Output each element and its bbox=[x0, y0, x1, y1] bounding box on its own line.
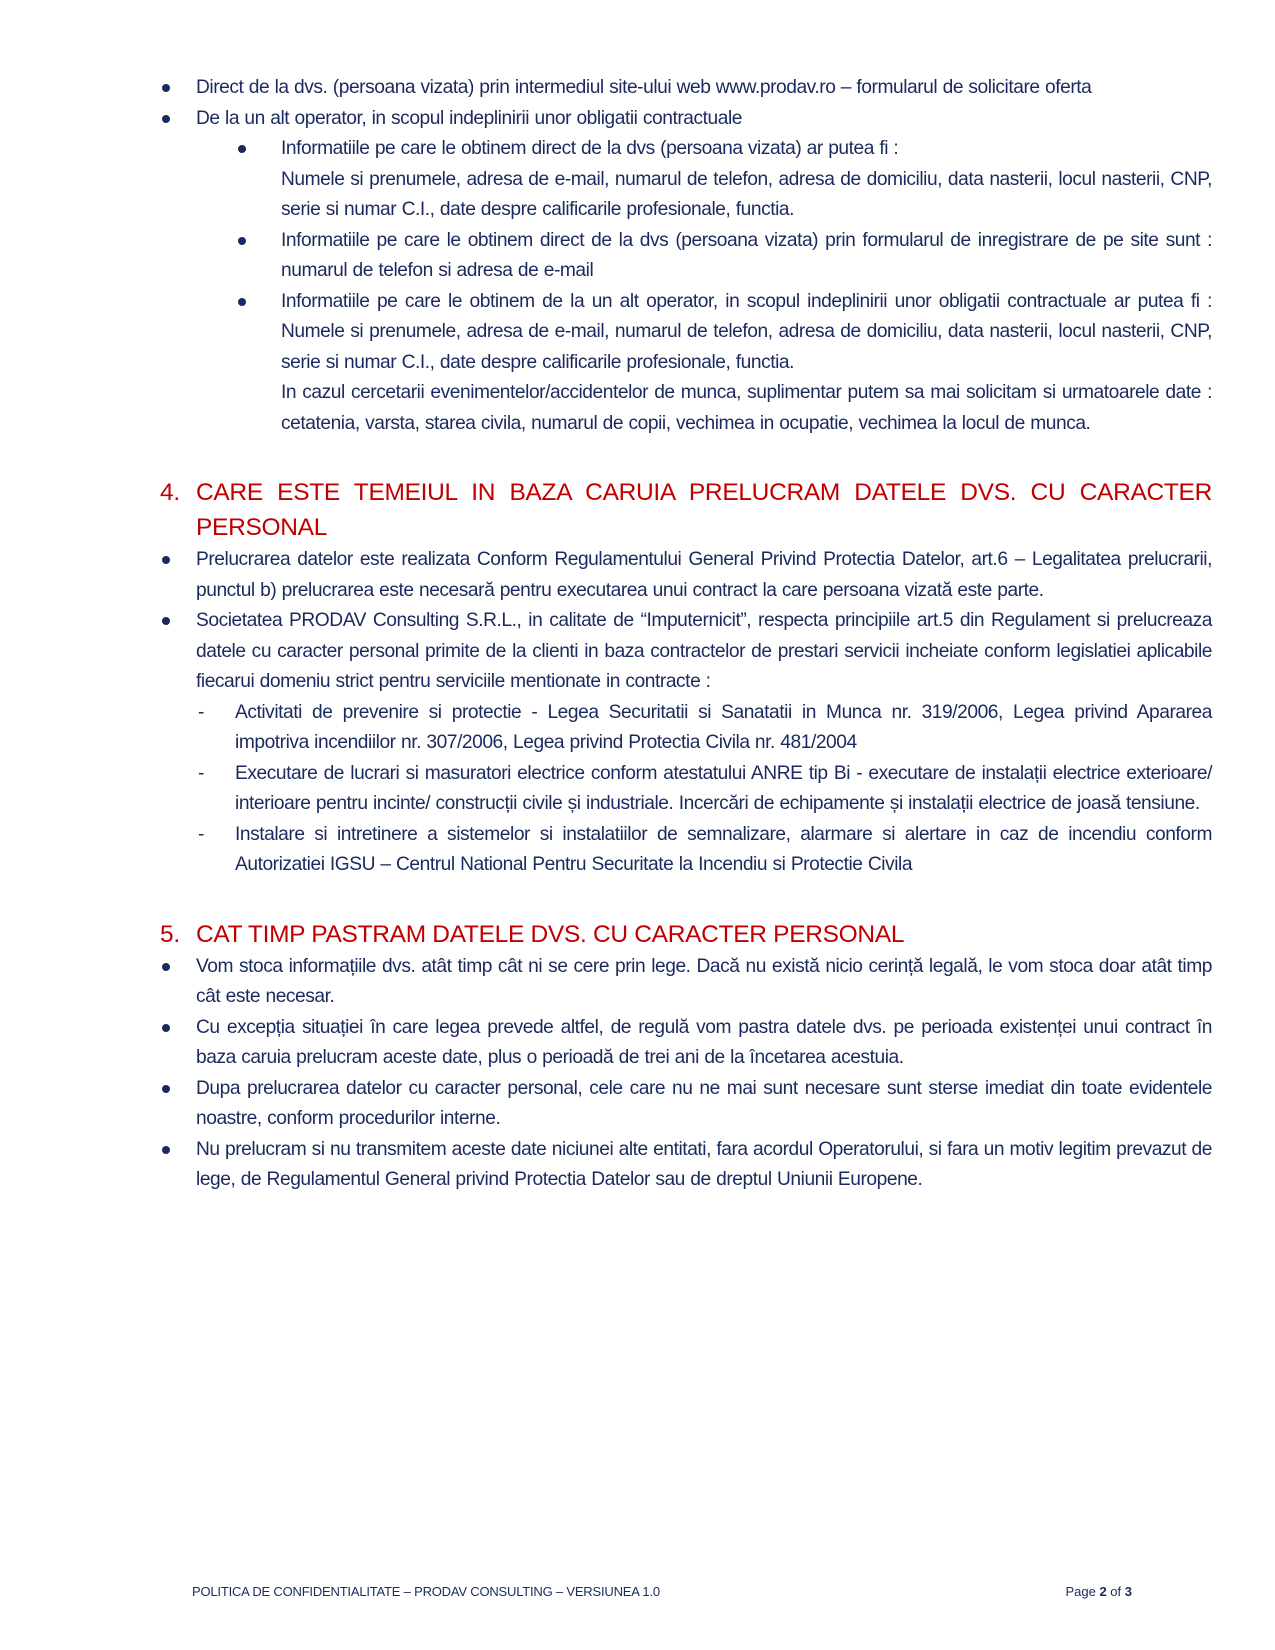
sub-list-item-direct-data bbox=[160, 134, 1212, 226]
sub-list-item-text: Informatiile pe care le obtinem direct de la dvs (persoana vizata) ar putea fi : bbox=[281, 138, 899, 159]
list-item-text: De la un alt operator, in scopul indeplinirii unor obligatii contractuale bbox=[196, 107, 742, 129]
bullet-icon bbox=[238, 237, 246, 245]
bullet-icon bbox=[238, 145, 246, 153]
page-content bbox=[160, 73, 1212, 1196]
footer-title: POLITICA DE CONFIDENTIALITATE – PRODAV CONSULTING – VERSIUNEA 1.0 bbox=[192, 1584, 660, 1599]
section-5-heading bbox=[160, 917, 1212, 952]
list-item-text: Direct de la dvs. (persoana vizata) prin intermediul site-ului web www.prodav.ro – formularul de solicitare oferta bbox=[196, 77, 1092, 98]
bullet-icon bbox=[162, 556, 170, 564]
list-item-source-website bbox=[160, 73, 1212, 104]
section-4-heading bbox=[160, 475, 1212, 545]
bullet-icon bbox=[238, 298, 246, 306]
list-item-text: Prelucrarea datelor este realizata Conform Regulamentului General Privind Protectia Datelor, art.6 – Legalitatea prelucrarii, punctul b) prelucrarea este necesară pentru executarea unui contract la care persoana vizată este parte. bbox=[196, 549, 1212, 601]
section-number: 5. bbox=[160, 920, 180, 948]
bullet-icon bbox=[162, 963, 170, 971]
sub-list-item-continuation: Numele si prenumele, adresa de e-mail, numarul de telefon, adresa de domiciliu, data nasterii, locul nasterii, CNP, serie si numar C.I., date despre calificarile profesionale, functia. bbox=[281, 168, 1212, 220]
dash-item-prevention bbox=[160, 698, 1212, 759]
list-item-deletion bbox=[160, 1074, 1212, 1135]
dash-icon: - bbox=[198, 823, 204, 845]
page-of: of bbox=[1106, 1584, 1125, 1599]
dash-item-text: Instalare si intretinere a sistemelor si instalatiilor de semnalizare, alarmare si alertare in caz de incendiu conform Autorizatiei IGSU – Centrul National Pentru Securitate la Incendiu si Protectie Civila bbox=[235, 823, 1212, 875]
dash-icon: - bbox=[198, 762, 204, 784]
bullet-icon bbox=[162, 1085, 170, 1093]
dash-icon: - bbox=[198, 701, 204, 723]
bullet-icon bbox=[162, 84, 170, 92]
section-title: CARE ESTE TEMEIUL IN BAZA CARUIA PRELUCRAM DATELE DVS. CU CARACTER PERSONAL bbox=[196, 479, 1212, 541]
list-item-source-operator bbox=[160, 104, 1212, 135]
list-item-no-transfer bbox=[160, 1135, 1212, 1196]
list-item-text: Nu prelucram si nu transmitem aceste date niciunei alte entitati, fara acordul Operatorului, si fara un motiv legitim prevazut de lege, de Regulamentul General privind Protectia Datelor sau de dreptul Uniunii Europene. bbox=[196, 1138, 1212, 1190]
bullet-icon bbox=[162, 1146, 170, 1154]
sub-list-item-continuation: In cazul cercetarii evenimentelor/accidentelor de munca, suplimentar putem sa mai solicitam si urmatoarele date : cetatenia, varsta, starea civila, numarul de copii, vechimea in ocupatie, vechimea la locul de munca. bbox=[281, 382, 1212, 434]
sub-list-item-operator-data bbox=[160, 287, 1212, 440]
list-item-text: Dupa prelucrarea datelor cu caracter personal, cele care nu ne mai sunt necesare sunt sterse imediat din toate evidentele noastre, conform procedurilor interne. bbox=[196, 1077, 1212, 1129]
section-number: 4. bbox=[160, 479, 180, 506]
page-total: 3 bbox=[1124, 1584, 1132, 1599]
page-prefix: Page bbox=[1065, 1584, 1100, 1599]
dash-item-electrical bbox=[160, 759, 1212, 820]
bullet-icon bbox=[162, 115, 170, 123]
list-item-text: Cu excepția situației în care legea prevede altfel, de regulă vom pastra datele dvs. pe perioada existenței unui contract în baza caruia prelucram aceste date, plus o perioadă de trei ani de la încetarea acestuia. bbox=[196, 1016, 1212, 1068]
list-item-text: Societatea PRODAV Consulting S.R.L., in calitate de “Imputernicit”, respecta principiile art.5 din Regulament si prelucreaza datele cu caracter personal primite de la clienti in baza contractelor de prestari servicii incheiate conform legislatiei aplicabile fiecarui domeniu strict pentru serviciile mentionate in contracte : bbox=[196, 610, 1212, 692]
list-item-legal-basis bbox=[160, 545, 1212, 606]
sub-list-item-text: Informatiile pe care le obtinem de la un alt operator, in scopul indeplinirii unor obligatii contractuale ar putea fi : Numele si prenumele, adresa de e-mail, numarul de telefon, adresa de domiciliu, data nasterii, locul nasterii, CNP, serie si numar C.I., date despre calificarile profesionale, functia. bbox=[281, 290, 1212, 373]
list-item-retention-law bbox=[160, 952, 1212, 1013]
list-item-retention-contract bbox=[160, 1013, 1212, 1074]
dash-item-text: Activitati de prevenire si protectie - Legea Securitatii si Sanatatii in Munca nr. 319/2006, Legea privind Apararea impotriva incendiilor nr. 307/2006, Legea privind Protectia Civila nr. 481/2004 bbox=[235, 701, 1212, 753]
page-number bbox=[1065, 1584, 1132, 1599]
section-title: CAT TIMP PASTRAM DATELE DVS. CU CARACTER PERSONAL bbox=[196, 920, 905, 948]
list-item-processor-role bbox=[160, 606, 1212, 698]
page-current: 2 bbox=[1099, 1584, 1107, 1599]
dash-item-fire-alarm bbox=[160, 820, 1212, 881]
list-item-text: Vom stoca informațiile dvs. atât timp cât ni se cere prin lege. Dacă nu există nicio cerință legală, le vom stoca doar atât timp cât este necesar. bbox=[196, 955, 1212, 1007]
dash-item-text: Executare de lucrari si masuratori electrice conform atestatului ANRE tip Bi - executare de instalații electrice exterioare/ interioare pentru incinte/ construcții civile și industriale. Incercări de echipamente și instalații electrice de joasă tensiune. bbox=[235, 762, 1212, 814]
bullet-icon bbox=[162, 617, 170, 625]
sub-list-item-form-data bbox=[160, 226, 1212, 287]
sub-list-item-text: Informatiile pe care le obtinem direct de la dvs (persoana vizata) prin formularul de inregistrare de pe site sunt : numarul de telefon si adresa de e-mail bbox=[281, 229, 1212, 281]
bullet-icon bbox=[162, 1024, 170, 1032]
